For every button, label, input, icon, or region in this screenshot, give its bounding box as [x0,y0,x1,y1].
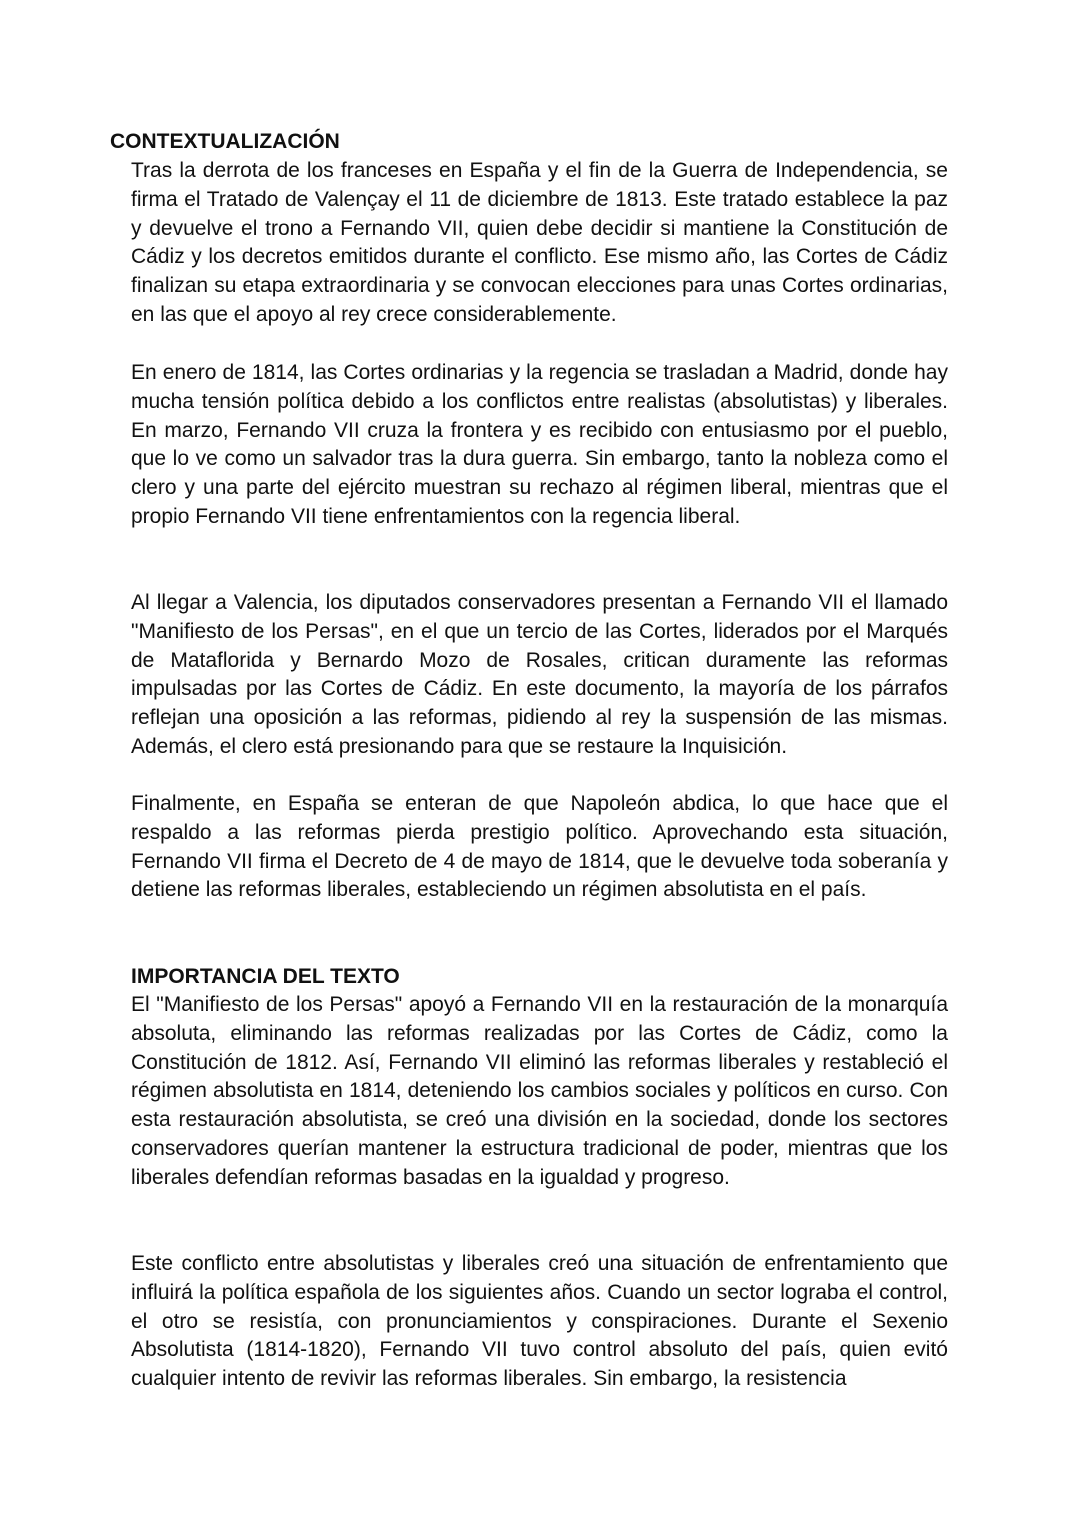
paragraph-enero-1814: En enero de 1814, las Cortes ordinarias y la regencia se trasladan a Madrid, donde hay mucha tensión política debido a los conflictos entre realistas (absolutistas) y liberales. En marzo, Fernando VII cruza la frontera y es recibido con entusiasmo por el pueblo, que lo ve como un salvador tras la dura guerra. Sin embargo, tanto la nobleza como el clero y una parte del ejército muestran su rechazo al régimen liberal, mientras que el propio Fernando VII tiene enfrentamientos con la regencia liberal. [131,361,948,528]
paragraph-restauracion-absolutista: El "Manifiesto de los Persas" apoyó a Fernando VII en la restauración de la monarquía absoluta, eliminando las reformas realizadas por las Cortes de Cádiz, como la Constitución de 1812. Así, Fernando VII eliminó las reformas liberales y restableció el régimen absolutista en 1814, deteniendo los cambios sociales y políticos en curso. Con esta restauración absolutista, se creó una división en la sociedad, donde los sectores conservadores querían mantener la estructura tradicional de poder, mientras que los liberales defendían reformas basadas en la igualdad y progreso. [131,993,948,1189]
paragraph-napoleon-abdica: Finalmente, en España se enteran de que Napoleón abdica, lo que hace que el respaldo a las reformas pierda prestigio político. Aprovechando esta situación, Fernando VII firma el Decreto de 4 de mayo de 1814, que le devuelve toda soberanía y detiene las reformas liberales, estableciendo un régimen absolutista en el país. [131,792,948,902]
section-title-importancia: IMPORTANCIA DEL TEXTO [131,965,400,988]
section-title-contextualizacion: CONTEXTUALIZACIÓN [110,130,340,153]
paragraph-manifiesto-persas: Al llegar a Valencia, los diputados conservadores presentan a Fernando VII el llamado "Manifiesto de los Persas", en el que un tercio de las Cortes, liderados por el Marqués de Mataflorida y Bernardo Mozo de Rosales, critican duramente las reformas impulsadas por las Cortes de Cádiz. En este documento, la mayoría de los párrafos reflejan una oposición a las reformas, pidiendo al rey la suspensión de las mismas. Además, el clero está presionando para que se restaure la Inquisición. [131,591,948,758]
paragraph-tratado-valencay: Tras la derrota de los franceses en España y el fin de la Guerra de Independencia, se firma el Tratado de Valençay el 11 de diciembre de 1813. Este tratado establece la paz y devuelve el trono a Fernando VII, quien debe decidir si mantiene la Constitución de Cádiz y los decretos emitidos durante el conflicto. Ese mismo año, las Cortes de Cádiz finalizan su etapa extraordinaria y se convocan elecciones para unas Cortes ordinarias, en las que el apoyo al rey crece considerablemente. [131,159,948,326]
paragraph-conflicto-absolutistas-liberales: Este conflicto entre absolutistas y liberales creó una situación de enfrentamiento que influirá la política española de los siguientes años. Cuando un sector lograba el control, el otro se resistía, con pronunciamientos y conspiraciones. Durante el Sexenio Absolutista (1814-1820), Fernando VII tuvo control absoluto del país, quien evitó cualquier intento de revivir las reformas liberales. Sin embargo, la resistencia [131,1252,948,1391]
